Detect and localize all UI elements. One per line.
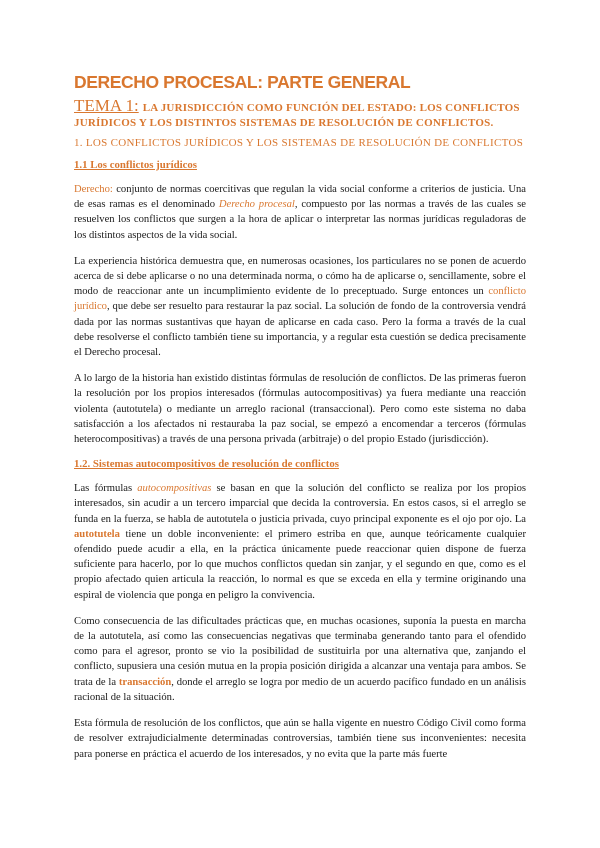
tema-number: TEMA 1: [74,96,139,115]
term-derecho: Derecho: [74,184,113,195]
document-content [74,72,526,773]
term-conflicto-juridico: conflicto jurídico [74,286,526,313]
term-autocompositivas: autocompositivas [137,483,212,495]
paragraph-2: La experiencia histórica demuestra que, en numerosas ocasiones, los particulares no se ponen de acuerdo acerca de si debe aplicarse o no una determinada norma, o cómo ha de aplicarse o, sencillamente, sobre el modo de reaccionar ante un incumplimiento evidente de lo preceptuado. Surge entonces un conflicto jurídico, que debe ser resuelto para restaurar la paz social. La solución de fondo de la controversia vendrá dada por las normas sustantivas que hayan de aplicarse en cada caso. Pero la forma a través de la cual debe resolverse el conflicto también tiene su importancia, y a regular esta cuestión se dedica precisamente el Derecho procesal. [74,255,526,359]
paragraph-5: Como consecuencia de las dificultades prácticas que, en muchas ocasiones, suponía la puesta en marcha de la autotutela, así como las consecuencias negativas que terminaba generando tanto para el ofendido como para el agresor, pronto se vio la posibilidad de sustituirla por una alternativa que, zanjando el conflicto, supusiera una cesión mutua en la propia posición dirigida a alcanzar una ventaja para ambos. Se trata de la transacción, donde el arreglo se logra por medio de un acuerdo pacífico fundado en un análisis racional de la situación. [74,615,526,703]
tema-title: LA JURISDICCIÓN COMO FUNCIÓN DEL ESTADO: LOS CONFLICTOS JURÍDICOS Y LOS DISTINTOS SISTEMAS DE RESOLUCIÓN DE CONFLICTOS. [74,102,520,129]
tema-heading [74,98,526,131]
paragraph-6: Esta fórmula de resolución de los conflictos, que aún se halla vigente en nuestro Código Civil como forma de resolver extrajudicialmente determinadas controversias, también tiene sus inconvenientes: necesita para ponerse en práctica el acuerdo de los interesados, y no evita que la parte más fuerte [74,718,526,760]
paragraph-1: Derecho: conjunto de normas coercitivas que regulan la vida social conforme a criterios de justicia. Una de esas ramas es el denominado Derecho procesal, compuesto por las normas a través de las cuales se resuelven los conflictos que surgen a la hora de aplicar o interpretar las normas jurídicas reguladoras de los distintos aspectos de la vida social. [74,184,526,241]
term-transaccion: transacción [118,676,172,688]
term-autotutela: autotutela [74,528,120,540]
subsection-1-2-heading: 1.2. Sistemas autocompositivos de resolución de conflictos [74,458,339,471]
document-title: DERECHO PROCESAL: PARTE GENERAL [74,72,411,92]
paragraph-4: Las fórmulas autocompositivas se basan en que la solución del conflicto se realiza por los propios interesados, sin acudir a un tercero imparcial que decida la controversia. En estos casos, si el arreglo se funda en la fuerza, se habla de autotutela o justicia privada, cuyo principal exponente es el ojo por ojo. La autotutela tiene un doble inconveniente: el primero estriba en que, aunque teóricamente cualquier ofendido puede acudir a ella, en la práctica únicamente puede reaccionar quien dispone de fuerza suficiente para hacerlo, por lo que muchos conflictos quedan sin zanjar, y el segundo en que, como es el propio afectado quien articula la reacción, lo normal es que se exceda en ella y termine originando una espiral de violencia que ponga en peligro la convivencia. [74,483,526,601]
subsection-1-1-heading: 1.1 Los conflictos jurídicos [74,159,197,171]
section-1-heading: 1. LOS CONFLICTOS JURÍDICOS Y LOS SISTEMAS DE RESOLUCIÓN DE CONFLICTOS [74,137,524,149]
term-derecho-procesal: Derecho procesal [218,199,295,211]
paragraph-3: A lo largo de la historia han existido distintas fórmulas de resolución de conflictos. De las primeras fueron la resolución por los propios interesados (fórmulas autocompositivas) ya fuera mediante una reacción violenta (autotutela) o mediante un arreglo racional (transaccional). Pero como este sistema no daba satisfacción a los afectados ni restauraba la paz social, se empezó a encomendar a terceros (fórmulas heterocompositivas) a través de una persona privada (arbitraje) o del propio Estado (jurisdicción). [74,373,526,446]
